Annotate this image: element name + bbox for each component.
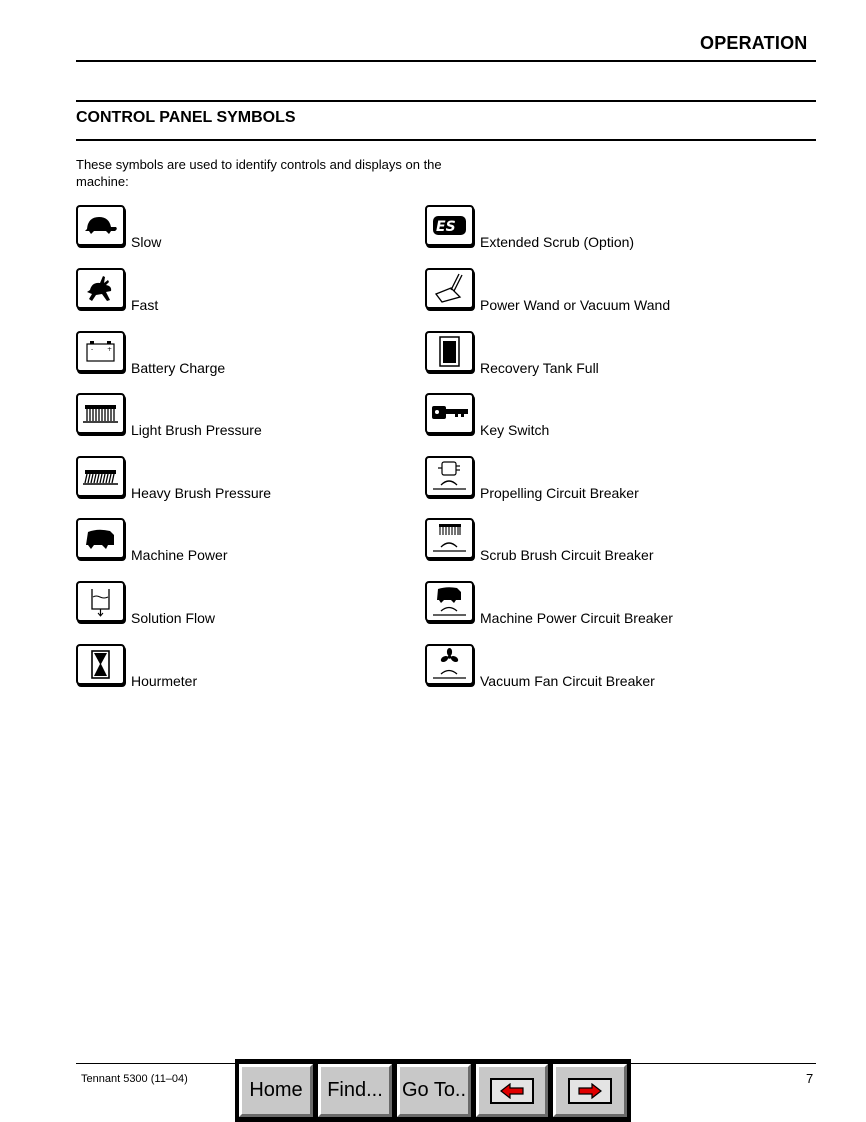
es-icon (425, 205, 474, 246)
page-title: CONTROL PANEL SYMBOLS (76, 109, 296, 126)
symbol-label: Power Wand or Vacuum Wand (480, 297, 671, 313)
symbol-label: Solution Flow (131, 610, 216, 626)
footer-doc-id: Tennant 5300 (11–04) (81, 1073, 188, 1085)
next-page-button[interactable] (553, 1064, 627, 1117)
symbol-recovery-tank-full (425, 331, 765, 381)
wand-icon (425, 268, 474, 309)
header-rule (76, 60, 816, 62)
symbol-label: Machine Power Circuit Breaker (480, 610, 673, 626)
key-icon (425, 393, 474, 434)
title-rule-bottom (76, 139, 816, 141)
symbol-light-brush-pressure (76, 393, 416, 443)
symbol-label: Extended Scrub (Option) (480, 234, 635, 250)
turtle-icon (76, 205, 125, 246)
footer-rule-left (76, 1063, 236, 1064)
symbol-label: Key Switch (480, 422, 550, 438)
machine-breaker-icon (425, 581, 474, 622)
symbol-scrub-brush-breaker (425, 518, 765, 568)
symbol-propelling-breaker (425, 456, 765, 506)
symbol-label: Light Brush Pressure (131, 422, 262, 438)
symbol-label: Propelling Circuit Breaker (480, 485, 639, 501)
symbol-key-switch (425, 393, 765, 443)
light-brush-icon (76, 393, 125, 434)
symbol-extended-scrub (425, 205, 765, 255)
previous-page-button[interactable] (476, 1064, 548, 1117)
symbol-label: Fast (131, 297, 159, 313)
rabbit-icon (76, 268, 125, 309)
symbol-label: Scrub Brush Circuit Breaker (480, 547, 654, 563)
symbol-heavy-brush-pressure (76, 456, 416, 506)
symbol-label: Slow (131, 234, 162, 250)
machine-icon (76, 518, 125, 559)
solution-tank-icon (76, 581, 125, 622)
home-button[interactable]: Home (239, 1064, 313, 1117)
nav-bar (235, 1059, 631, 1122)
symbol-solution-flow (76, 581, 416, 631)
find-button[interactable]: Find... (318, 1064, 392, 1117)
motor-breaker-icon (425, 456, 474, 497)
symbol-hourmeter (76, 644, 416, 694)
svg-text:+: + (107, 346, 113, 353)
symbol-label: Hourmeter (131, 673, 198, 689)
intro-text: These symbols are used to identify controls and displays on the machine: (76, 157, 442, 189)
svg-text:-: - (91, 346, 94, 353)
symbol-machine-power-breaker (425, 581, 765, 631)
recovery-tank-icon (425, 331, 474, 372)
symbol-label: Battery Charge (131, 360, 226, 376)
goto-button[interactable]: Go To.. (397, 1064, 471, 1117)
hourglass-icon (76, 644, 125, 685)
svg-text:ES: ES (436, 219, 456, 235)
symbol-vacuum-fan-breaker (425, 644, 765, 694)
brush-breaker-icon (425, 518, 474, 559)
symbol-label: Vacuum Fan Circuit Breaker (480, 673, 655, 689)
heavy-brush-icon (76, 456, 125, 497)
title-rule-top (76, 100, 816, 102)
page-number: 7 (806, 1071, 814, 1086)
symbol-slow (76, 205, 416, 255)
footer-rule-right (630, 1063, 816, 1064)
arrow-left-icon (490, 1078, 534, 1104)
fan-breaker-icon (425, 644, 474, 685)
symbol-label: Recovery Tank Full (480, 360, 599, 376)
symbol-battery-charge (76, 331, 416, 381)
section-header: OPERATION (700, 33, 808, 53)
symbol-label: Heavy Brush Pressure (131, 485, 272, 501)
symbol-label: Machine Power (131, 547, 228, 563)
arrow-right-icon (568, 1078, 612, 1104)
symbol-fast (76, 268, 416, 318)
battery-icon (76, 331, 125, 372)
symbol-machine-power (76, 518, 416, 568)
symbol-power-wand (425, 268, 765, 318)
